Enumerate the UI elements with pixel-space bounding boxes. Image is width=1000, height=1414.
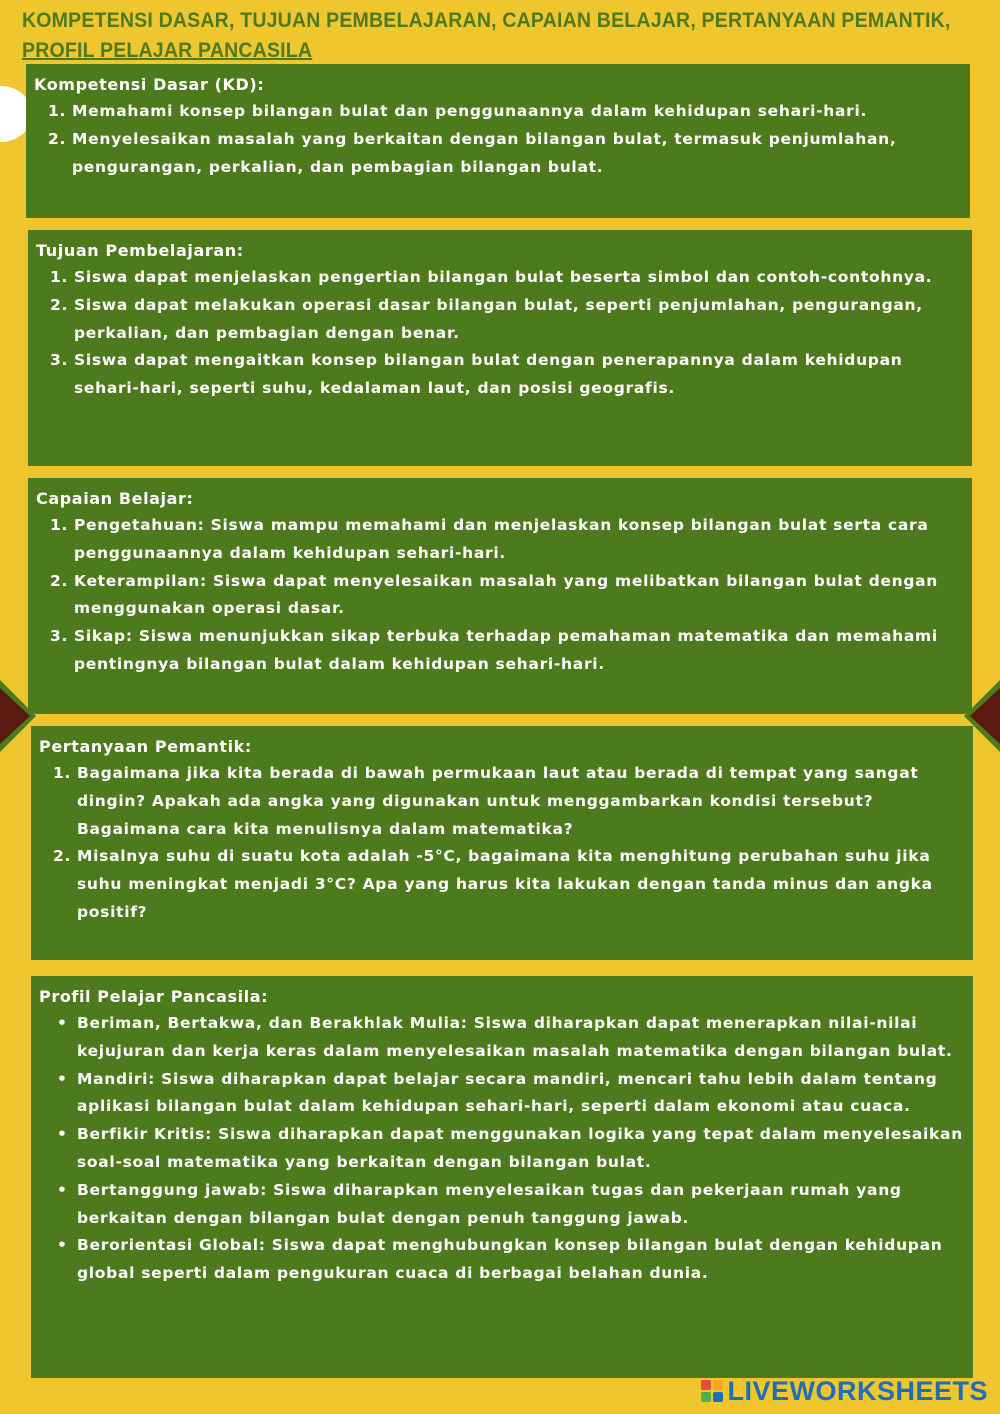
pertanyaan-pemantik-panel [31,726,973,960]
list-item: 2. Keterampilan: Siswa dapat menyelesaikan masalah yang melibatkan bilangan bulat dengan menggunakan operasi dasar. [50,571,939,618]
liveworksheets-logo-icon [701,1380,723,1402]
profil-pelajar-pancasila-list [39,1010,963,1288]
list-item: 2. Siswa dapat melakukan operasi dasar bilangan bulat, seperti penjumlahan, pengurangan, perkalian, dan pembagian dengan benar. [50,295,923,342]
list-item [39,1066,963,1122]
list-item-text: Siswa dapat mengaitkan konsep bilangan bulat dengan penerapannya dalam kehidupan sehari-hari, seperti suhu, kedalaman laut, dan posisi geografis. [74,351,903,398]
logo-square [701,1392,711,1402]
page-title [22,6,951,66]
list-item-text: Menyelesaikan masalah yang berkaitan dengan bilangan bulat, termasuk penjumlahan, pengurangan, perkalian, dan pembagian bilangan bulat. [72,129,897,176]
bullet-icon: • [57,1069,68,1088]
list-item-text: Memahami konsep bilangan bulat dan penggunaannya dalam kehidupan sehari-hari. [72,102,868,120]
list-item-text: Beriman, Bertakwa, dan Berakhlak Mulia: Siswa diharapkan dapat menerapkan nilai-nilai kejujuran dan kerja keras dalam menyelesaikan masalah matematika dengan bilangan bulat. [77,1014,953,1060]
capaian-belajar-list [36,512,962,679]
bullet-icon: • [57,1125,68,1144]
list-item [39,1177,963,1233]
capaian-belajar-heading: Capaian Belajar: [36,489,194,508]
pertanyaan-pemantik-list [39,760,963,927]
kompetensi-dasar-heading: Kompetensi Dasar (KD): [34,75,265,94]
bullet-icon: • [57,1236,68,1255]
list-item-text: Misalnya suhu di suatu kota adalah -5°C, bagaimana kita menghitung perubahan suhu jika suhu meningkat menjadi 3°C? Apa yang harus kita lakukan dengan tanda minus dan angka positif? [77,847,933,921]
bullet-icon: • [57,1014,68,1032]
decorative-right-triangle [970,688,1000,744]
tujuan-pembelajaran-list [36,264,962,403]
list-item: 2. Menyelesaikan masalah yang berkaitan dengan bilangan bulat, termasuk penjumlahan, pengurangan, perkalian, dan pembagian bilangan bulat. [48,129,897,176]
tujuan-pembelajaran-heading: Tujuan Pembelajaran: [36,241,244,260]
liveworksheets-logo-text: LIVEWORKSHEETS [727,1375,988,1406]
page-title-line-1: KOMPETENSI DASAR, TUJUAN PEMBELAJARAN, CAPAIAN BELAJAR, PERTANYAAN PEMANTIK, [22,9,951,32]
logo-square [713,1380,723,1390]
logo-square [701,1380,711,1390]
list-item-text: Berorientasi Global: Siswa dapat menghubungkan konsep bilangan bulat dengan kehidupan global seperti dalam pengukuran cuaca di berbagai belahan dunia. [77,1236,943,1283]
list-item-text: Berfikir Kritis: Siswa diharapkan dapat menggunakan logika yang tepat dalam menyelesaikan soal-soal matematika yang berkaitan dengan bilangan bulat. [77,1125,963,1171]
list-item-text: Bagaimana jika kita berada di bawah permukaan laut atau berada di tempat yang sangat dingin? Apakah ada angka yang digunakan untuk menggambarkan kondisi tersebut? Bagaimana cara kita menulisnya dalam matematika? [77,764,919,838]
list-item: 2. Misalnya suhu di suatu kota adalah -5°C, bagaimana kita menghitung perubahan suhu jika suhu meningkat menjadi 3°C? Apa yang harus kita lakukan dengan tanda minus dan angka positif? [53,847,933,921]
tujuan-pembelajaran-panel [28,230,972,466]
bullet-icon: • [57,1180,68,1199]
list-item [39,1121,963,1177]
list-item [39,1010,963,1066]
list-item: 1. Bagaimana jika kita berada di bawah permukaan laut atau berada di tempat yang sangat dingin? Apakah ada angka yang digunakan untuk menggambarkan kondisi tersebut? Bagaimana cara kita menulisnya dalam matematika? [53,764,919,838]
list-item: 3. Sikap: Siswa menunjukkan sikap terbuka terhadap pemahaman matematika dan memahami pentingnya bilangan bulat dalam kehidupan sehari-hari. [50,627,938,673]
list-item-text: Pengetahuan: Siswa mampu memahami dan menjelaskan konsep bilangan bulat serta cara penggunaannya dalam kehidupan sehari-hari. [74,516,929,562]
list-item: 3. Siswa dapat mengaitkan konsep bilangan bulat dengan penerapannya dalam kehidupan sehari-hari, seperti suhu, kedalaman laut, dan posisi geografis. [50,351,903,398]
list-item-text: Siswa dapat melakukan operasi dasar bilangan bulat, seperti penjumlahan, pengurangan, perkalian, dan pembagian dengan benar. [74,295,923,342]
list-item-text: Mandiri: Siswa diharapkan dapat belajar secara mandiri, mencari tahu lebih dalam tentang aplikasi bilangan bulat dalam kehidupan sehari-hari, seperti dalam ekonomi atau cuaca. [77,1069,938,1116]
page-title-line-2: PROFIL PELAJAR PANCASILA [22,39,313,62]
capaian-belajar-panel [28,478,972,714]
list-item-text: Keterampilan: Siswa dapat menyelesaikan masalah yang melibatkan bilangan bulat dengan menggunakan operasi dasar. [74,571,939,618]
list-item-text: Bertanggung jawab: Siswa diharapkan menyelesaikan tugas dan pekerjaan rumah yang berkaitan dengan bilangan bulat dengan penuh tanggung jawab. [77,1180,902,1227]
decorative-left-triangle [0,688,30,744]
list-item: 1. Pengetahuan: Siswa mampu memahami dan menjelaskan konsep bilangan bulat serta cara penggunaannya dalam kehidupan sehari-hari. [50,516,929,562]
list-item: 1. Memahami konsep bilangan bulat dan penggunaannya dalam kehidupan sehari-hari. [48,102,868,120]
list-item-text: Siswa dapat menjelaskan pengertian bilangan bulat beserta simbol dan contoh-contohnya. [74,268,933,286]
profil-pelajar-pancasila-panel [31,976,973,1378]
list-item: 1. Siswa dapat menjelaskan pengertian bilangan bulat beserta simbol dan contoh-contohnya. [50,268,933,286]
profil-pelajar-pancasila-heading: Profil Pelajar Pancasila: [39,987,269,1006]
list-item [39,1232,963,1288]
logo-square [713,1392,723,1402]
kompetensi-dasar-list [34,98,960,181]
liveworksheets-logo[interactable] [701,1376,988,1406]
pertanyaan-pemantik-heading: Pertanyaan Pemantik: [39,737,252,756]
kompetensi-dasar-panel [26,64,970,218]
list-item-text: Sikap: Siswa menunjukkan sikap terbuka terhadap pemahaman matematika dan memahami pentingnya bilangan bulat dalam kehidupan sehari-hari. [74,627,938,673]
